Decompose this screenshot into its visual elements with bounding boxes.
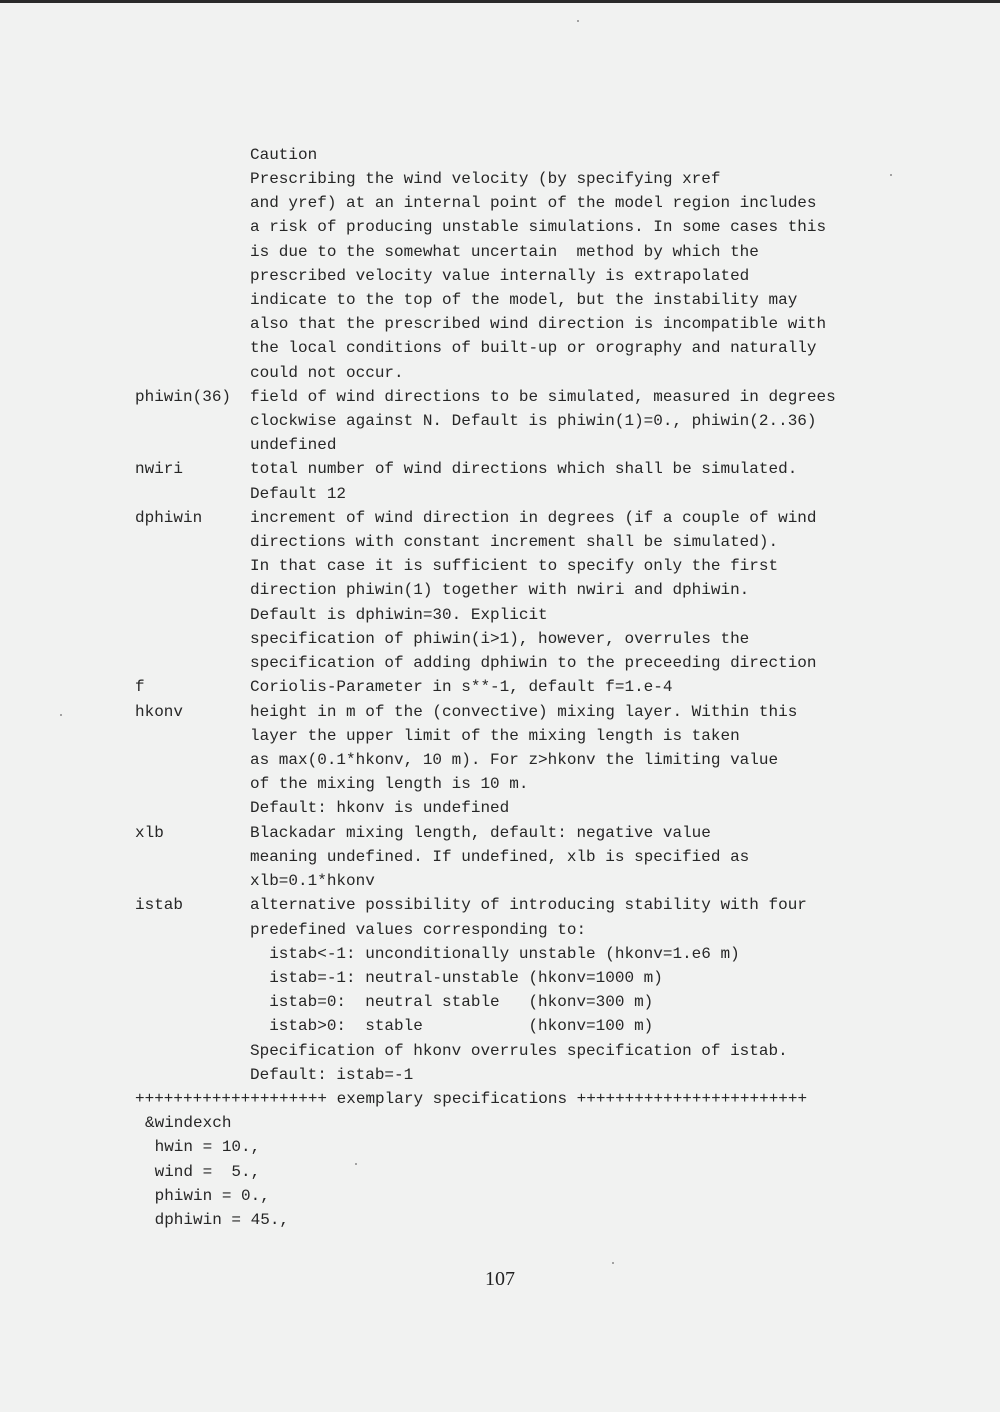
- param-desc-line: undefined: [250, 436, 337, 454]
- param-desc-line: istab>0: stable (hkonv=100 m): [250, 1017, 654, 1035]
- param-desc-line: directions with constant increment shall be simulated).: [250, 533, 779, 551]
- caution-line: is due to the somewhat uncertain method by which the: [250, 243, 759, 261]
- param-desc-line: xlb=0.1*hkonv: [250, 872, 375, 890]
- param-desc-line: Specification of hkonv overrules specification of istab.: [250, 1042, 788, 1060]
- scan-speck: [355, 1163, 357, 1165]
- namelist-line: dphiwin = 45.,: [145, 1211, 290, 1229]
- page-number: 107: [485, 1268, 515, 1290]
- param-desc-line: istab=0: neutral stable (hkonv=300 m): [250, 993, 654, 1011]
- param-desc-line: Blackadar mixing length, default: negative value: [250, 824, 711, 842]
- param-desc-line: alternative possibility of introducing stability with four: [250, 896, 807, 914]
- caution-line: prescribed velocity value internally is extrapolated: [250, 267, 750, 285]
- param-desc-line: field of wind directions to be simulated, measured in degrees: [250, 388, 836, 406]
- param-desc-line: Default: istab=-1: [250, 1066, 414, 1084]
- param-name-istab: istab: [135, 896, 184, 914]
- param-name-dphiwin: dphiwin: [135, 509, 203, 527]
- param-desc-line: increment of wind direction in degrees (if a couple of wind: [250, 509, 817, 527]
- param-name-phiwin: phiwin(36): [135, 388, 232, 406]
- scan-top-edge: [0, 0, 1000, 3]
- param-desc-line: istab=-1: neutral-unstable (hkonv=1000 m): [250, 969, 663, 987]
- exemplary-separator: ++++++++++++++++++++ exemplary specifications ++++++++++++++++++++++++: [135, 1090, 808, 1108]
- caution-title: Caution: [250, 146, 318, 164]
- param-desc-line: layer the upper limit of the mixing length is taken: [250, 727, 740, 745]
- caution-line: also that the prescribed wind direction is incompatible with: [250, 315, 827, 333]
- param-desc-line: Coriolis-Parameter in s**-1, default f=1.e-4: [250, 678, 673, 696]
- param-name-f: f: [135, 678, 145, 696]
- caution-line: a risk of producing unstable simulations. In some cases this: [250, 218, 827, 236]
- caution-line: Prescribing the wind velocity (by specifying xref: [250, 170, 721, 188]
- scan-speck: [890, 174, 892, 176]
- param-desc-line: direction phiwin(1) together with nwiri and dphiwin.: [250, 581, 750, 599]
- param-desc-line: In that case it is sufficient to specify only the first: [250, 557, 779, 575]
- param-desc-line: Default 12: [250, 485, 347, 503]
- param-desc-line: istab<-1: unconditionally unstable (hkonv=1.e6 m): [250, 945, 740, 963]
- caution-line: the local conditions of built-up or orography and naturally: [250, 339, 817, 357]
- namelist-line: phiwin = 0.,: [145, 1187, 270, 1205]
- param-desc-line: total number of wind directions which shall be simulated.: [250, 460, 798, 478]
- scan-speck: [60, 714, 62, 716]
- param-desc-line: as max(0.1*hkonv, 10 m). For z>hkonv the limiting value: [250, 751, 779, 769]
- param-desc-line: specification of adding dphiwin to the preceeding direction: [250, 654, 817, 672]
- param-desc-line: Default is dphiwin=30. Explicit: [250, 606, 548, 624]
- param-desc-line: height in m of the (convective) mixing layer. Within this: [250, 703, 798, 721]
- namelist-line: &windexch: [145, 1114, 232, 1132]
- param-desc-line: meaning undefined. If undefined, xlb is specified as: [250, 848, 750, 866]
- param-name-xlb: xlb: [135, 824, 164, 842]
- param-name-hkonv: hkonv: [135, 703, 184, 721]
- param-desc-line: of the mixing length is 10 m.: [250, 775, 529, 793]
- namelist-line: wind = 5.,: [145, 1163, 261, 1181]
- caution-line: indicate to the top of the model, but the instability may: [250, 291, 798, 309]
- scan-speck: [612, 1262, 614, 1264]
- caution-line: could not occur.: [250, 364, 404, 382]
- namelist-line: hwin = 10.,: [145, 1138, 261, 1156]
- caution-line: and yref) at an internal point of the model region includes: [250, 194, 817, 212]
- param-desc-line: clockwise against N. Default is phiwin(1)=0., phiwin(2..36): [250, 412, 817, 430]
- param-desc-line: specification of phiwin(i>1), however, overrules the: [250, 630, 750, 648]
- param-desc-line: Default: hkonv is undefined: [250, 799, 510, 817]
- param-desc-line: predefined values corresponding to:: [250, 921, 587, 939]
- param-name-nwiri: nwiri: [135, 460, 184, 478]
- scan-speck: [577, 20, 579, 22]
